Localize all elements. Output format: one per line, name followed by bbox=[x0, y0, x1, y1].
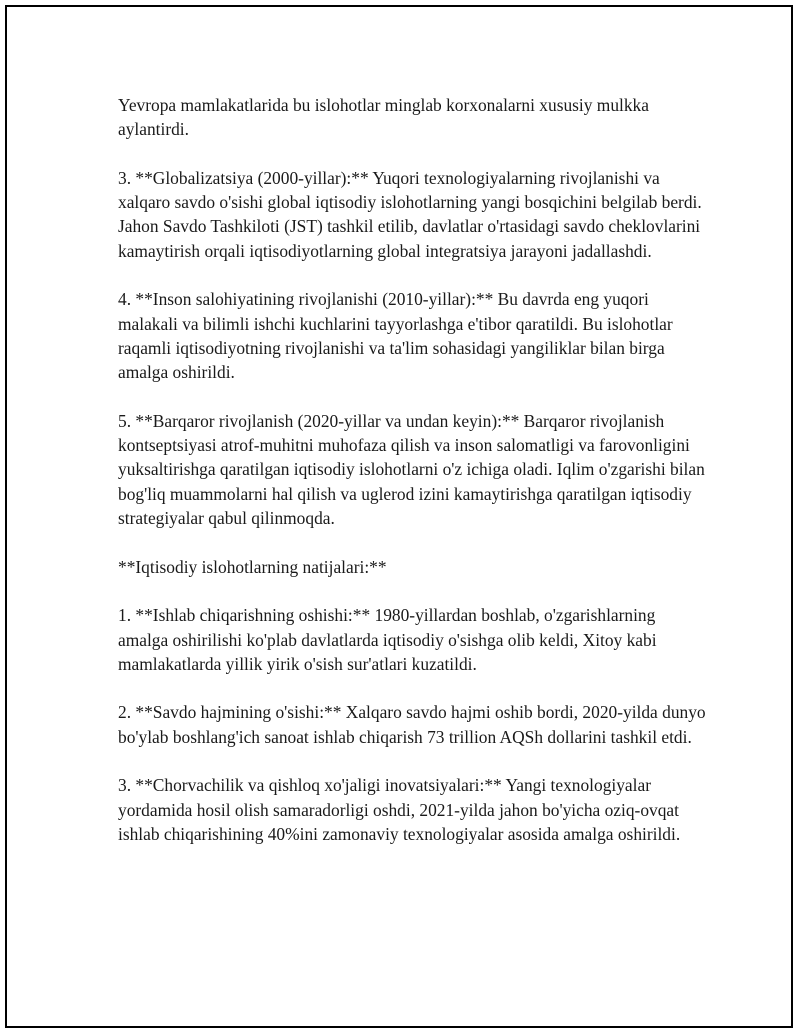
paragraph-human-capital: 4. **Inson salohiyatining rivojlanishi (2010-yillar):** Bu davrda eng yuqori malakali va bilimli ishchi kuchlarini tayyorlashga e'tibor qaratildi. Bu islohotlar raqamli iqtisodiyotning rivojlanishi va ta'lim sohasidagi yangiliklar bilan birga amalga oshirildi. bbox=[118, 289, 673, 383]
paragraph-privatization-continued: Yevropa mamlakatlarida bu islohotlar minglab korxonalarni xususiy mulkka aylantirdi. bbox=[118, 95, 649, 140]
paragraph-agriculture-innovation: 3. **Chorvachilik va qishloq xo'jaligi inovatsiyalari:** Yangi texnologiyalar yordamida hosil olish samaradorligi oshdi, 2021-yilda jahon bo'yicha oziq-ovqat ishlab chiqarishining 40%ini zamonaviy texnologiyalar asosida amalga oshirildi. bbox=[118, 775, 681, 844]
document-body bbox=[118, 93, 708, 871]
paragraph-sustainable-development: 5. **Barqaror rivojlanish (2020-yillar va undan keyin):** Barqaror rivojlanish kontseptsiyasi atrof-muhitni muhofaza qilish va inson salomatligi va farovonligini yuksaltirishga qaratilgan iqtisodiy islohotlarni o'z ichiga oladi. Iqlim o'zgarishi bilan bog'liq muammolarni hal qilish va uglerod izini kamaytirishga qaratilgan iqtisodiy strategiyalar qabul qilinmoqda. bbox=[118, 410, 705, 529]
section-heading-results: **Iqtisodiy islohotlarning natijalari:** bbox=[118, 556, 387, 577]
paragraph-globalization: 3. **Globalizatsiya (2000-yillar):** Yuqori texnologiyalarning rivojlanishi va xalqaro savdo o'sishi global iqtisodiy islohotlarning yangi bosqichini belgilab berdi. Jahon Savdo Tashkiloti (JST) tashkil etilib, davlatlar o'rtasidagi savdo cheklovlarini kamaytirish orqali iqtisodiyotlarning global integratsiya jarayoni jadallashdi. bbox=[118, 167, 702, 261]
paragraph-trade-growth: 2. **Savdo hajmining o'sishi:** Xalqaro savdo hajmi oshib bordi, 2020-yilda dunyo bo'ylab boshlang'ich sanoat ishlab chiqarish 73 trillion AQSh dollarini tashkil etdi. bbox=[118, 702, 706, 747]
paragraph-production-growth: 1. **Ishlab chiqarishning oshishi:** 1980-yillardan boshlab, o'zgarishlarning amalga oshirilishi ko'plab davlatlarda iqtisodiy o'sishga olib keldi, Xitoy kabi mamlakatlarda yillik yirik o'sish sur'atlari kuzatildi. bbox=[118, 605, 657, 674]
